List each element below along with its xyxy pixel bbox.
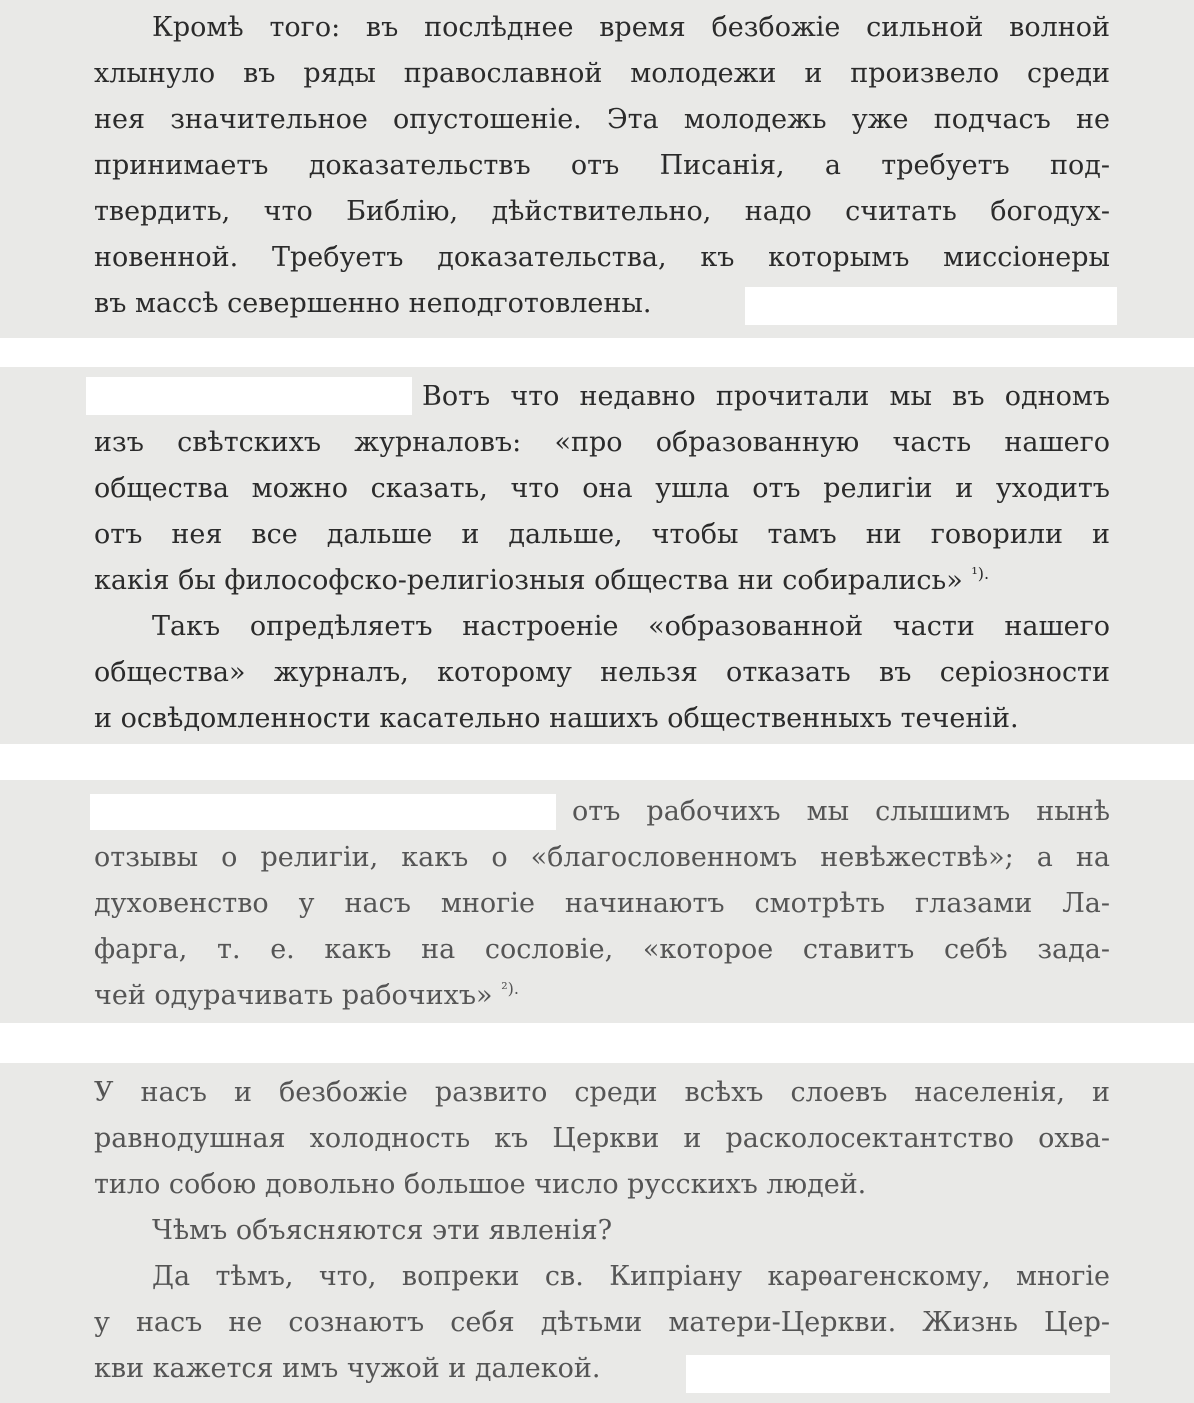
footnote-marker: ²). — [501, 979, 519, 998]
text-line-content: чей одурачивать рабочихъ» — [94, 980, 493, 1011]
text-fragment-1 — [0, 0, 1194, 338]
paragraph — [94, 789, 1110, 1019]
text-fragment-4 — [0, 1063, 1194, 1403]
redaction-bar — [745, 287, 1117, 325]
text-line: и освѣдомленности касательно нашихъ общественныхъ теченій. — [94, 703, 1019, 734]
text-line: отъ рабочихъ мы слышимъ нынѣ — [572, 796, 1110, 827]
text-fragment-3 — [0, 780, 1194, 1023]
text-line: фарга, т. е. какъ на сословіе, «которое ставитъ себѣ зада- — [94, 934, 1110, 965]
paragraph — [94, 1070, 1110, 1392]
text-line: хлынуло въ ряды православной молодежи и произвело среди — [94, 58, 1110, 89]
text-line: твердить, что Библію, дѣйствительно, надо считать богодух- — [94, 196, 1110, 227]
text-line: общества» журналъ, которому нельзя отказать въ серіозности — [94, 657, 1110, 688]
text-line: Такъ опредѣляетъ настроеніе «образованной части нашего — [152, 611, 1110, 642]
text-line: изъ свѣтскихъ журналовъ: «про образованную часть нашего — [94, 427, 1110, 458]
paragraph — [94, 5, 1110, 327]
text-fragment-2 — [0, 367, 1194, 744]
text-line: кви кажется имъ чужой и далекой. — [94, 1353, 601, 1384]
text-line: духовенство у насъ многіе начинаютъ смотрѣть глазами Ла- — [94, 888, 1110, 919]
text-line: общества можно сказать, что она ушла отъ религіи и уходитъ — [94, 473, 1110, 504]
text-line: Чѣмъ объясняются эти явленія? — [152, 1215, 613, 1246]
text-line — [94, 973, 1110, 1019]
text-line: отзывы о религіи, какъ о «благословенномъ невѣжествѣ»; а на — [94, 842, 1110, 873]
text-line: нея значительное опустошеніе. Эта молодежь уже подчасъ не — [94, 104, 1110, 135]
text-line-content: какія бы философско-религіозныя общества ни собирались» — [94, 565, 963, 596]
text-line: принимаетъ доказательствъ отъ Писанія, а требуетъ под- — [94, 150, 1110, 181]
paragraph — [94, 374, 1110, 742]
text-line: У насъ и безбожіе развито среди всѣхъ слоевъ населенія, и — [94, 1077, 1110, 1108]
footnote-marker: ¹). — [971, 564, 990, 583]
text-line: отъ нея все дальше и дальше, чтобы тамъ ни говорили и — [94, 519, 1110, 550]
text-line: Кромѣ того: въ послѣднее время безбожіе сильной волной — [152, 12, 1110, 43]
redaction-bar — [686, 1355, 1110, 1393]
text-line: равнодушная холодность къ Церкви и расколосектантство охва- — [94, 1123, 1110, 1154]
text-line: Вотъ что недавно прочитали мы въ одномъ — [422, 381, 1110, 412]
text-line: у насъ не сознаютъ себя дѣтьми матери-Церкви. Жизнь Цер- — [94, 1307, 1110, 1338]
text-line: Да тѣмъ, что, вопреки св. Кипріану карѳагенскому, многіе — [152, 1261, 1110, 1292]
text-line: новенной. Требуетъ доказательства, къ которымъ миссіонеры — [94, 242, 1110, 273]
text-line — [94, 558, 1110, 604]
text-line: въ массѣ севершенно неподготовлены. — [94, 288, 652, 319]
text-line: тило собою довольно большое число русскихъ людей. — [94, 1169, 867, 1200]
